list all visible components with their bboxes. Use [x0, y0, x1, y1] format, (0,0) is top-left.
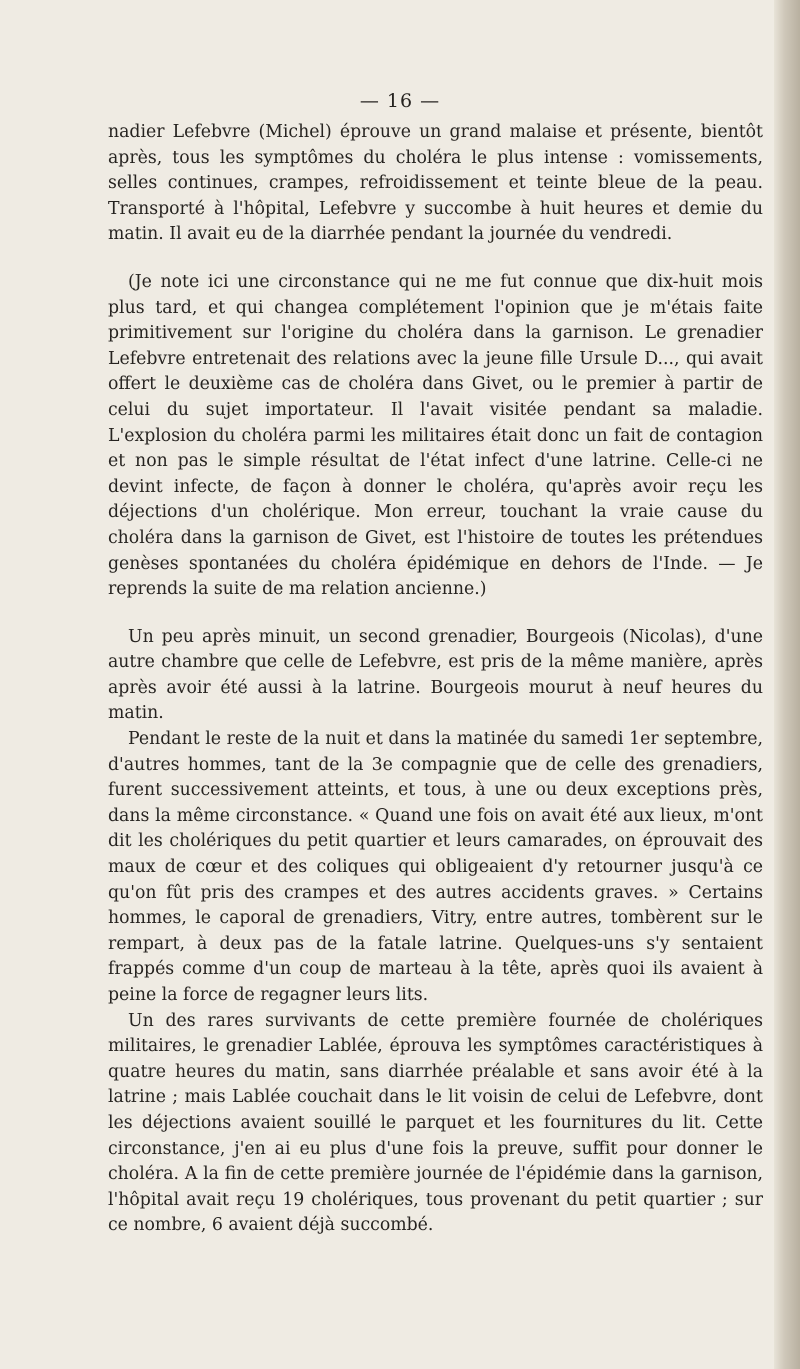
paragraph: (Je note ici une circonstance qui ne me fut connue que dix-huit mois plus tard, et qui changea complétement l'opinion que je m'étais faite primitivement sur l'origine du choléra dans la garnison. Le grenadier Lefebvre entretenait des relations avec la jeune fille Ursule D..., qui avait offert le deuxième cas de choléra dans Givet, ou le premier à partir de celui du sujet importateur. Il l'avait visitée pendant sa maladie. L'explosion du choléra parmi les militaires était donc un fait de contagion et non pas le simple résultat de l'état infect d'une latrine. Celle-ci ne devint infecte, de façon à donner le choléra, qu'après avoir reçu les déjections d'un cholérique. Mon erreur, touchant la vraie cause du choléra dans la garnison de Givet, est l'histoire de toutes les prétendues genèses spontanées du choléra épidémique en dehors de l'Inde. — Je reprends la suite de ma relation ancienne.): [108, 271, 763, 600]
page-edge: [774, 0, 800, 1369]
text-body: [108, 120, 763, 1239]
page-number: — 16 —: [359, 90, 441, 112]
paragraph: Un peu après minuit, un second grenadier, Bourgeois (Nicolas), d'une autre chambre que celle de Lefebvre, est pris de la même manière, après après avoir été aussi à la latrine. Bourgeois mourut à neuf heures du matin.: [108, 626, 763, 724]
paragraph: nadier Lefebvre (Michel) éprouve un grand malaise et présente, bientôt après, tous les symptômes du choléra le plus intense : vomissements, selles continues, crampes, refroidissement et teinte bleue de la peau. Transporté à l'hôpital, Lefebvre y succombe à huit heures et demie du matin. Il avait eu de la diarrhée pendant la journée du vendredi.: [108, 122, 763, 245]
paragraph: Pendant le reste de la nuit et dans la matinée du samedi 1er septembre, d'autres hommes, tant de la 3e compagnie que de celle des grenadiers, furent successivement atteints, et tous, à une ou deux exceptions près, dans la même circonstance. « Quand une fois on avait été aux lieux, m'ont dit les cholériques du petit quartier et leurs camarades, on éprouvait des maux de cœur et des coliques qui obligeaient d'y retourner jusqu'à ce qu'on fût pris des crampes et des autres accidents graves. » Certains hommes, le caporal de grenadiers, Vitry, entre autres, tombèrent sur le rempart, à deux pas de la fatale latrine. Quelques-uns s'y sentaient frappés comme d'un coup de marteau à la tête, après quoi ils avaient à peine la force de regagner leurs lits.: [108, 729, 763, 1005]
paragraph: Un des rares survivants de cette première fournée de cholériques militaires, le grenadier Lablée, éprouva les symptômes caractéristiques à quatre heures du matin, sans diarrhée préalable et sans avoir été à la latrine ; mais Lablée couchait dans le lit voisin de celui de Lefebvre, dont les déjections avaient souillé le parquet et les fournitures du lit. Cette circonstance, j'en ai eu plus d'une fois la preuve, suffit pour donner le choléra. A la fin de cette première journée de l'épidémie dans la garnison, l'hôpital avait reçu 19 cholériques, tous provenant du petit quartier ; sur ce nombre, 6 avaient déjà succombé.: [108, 1010, 763, 1236]
